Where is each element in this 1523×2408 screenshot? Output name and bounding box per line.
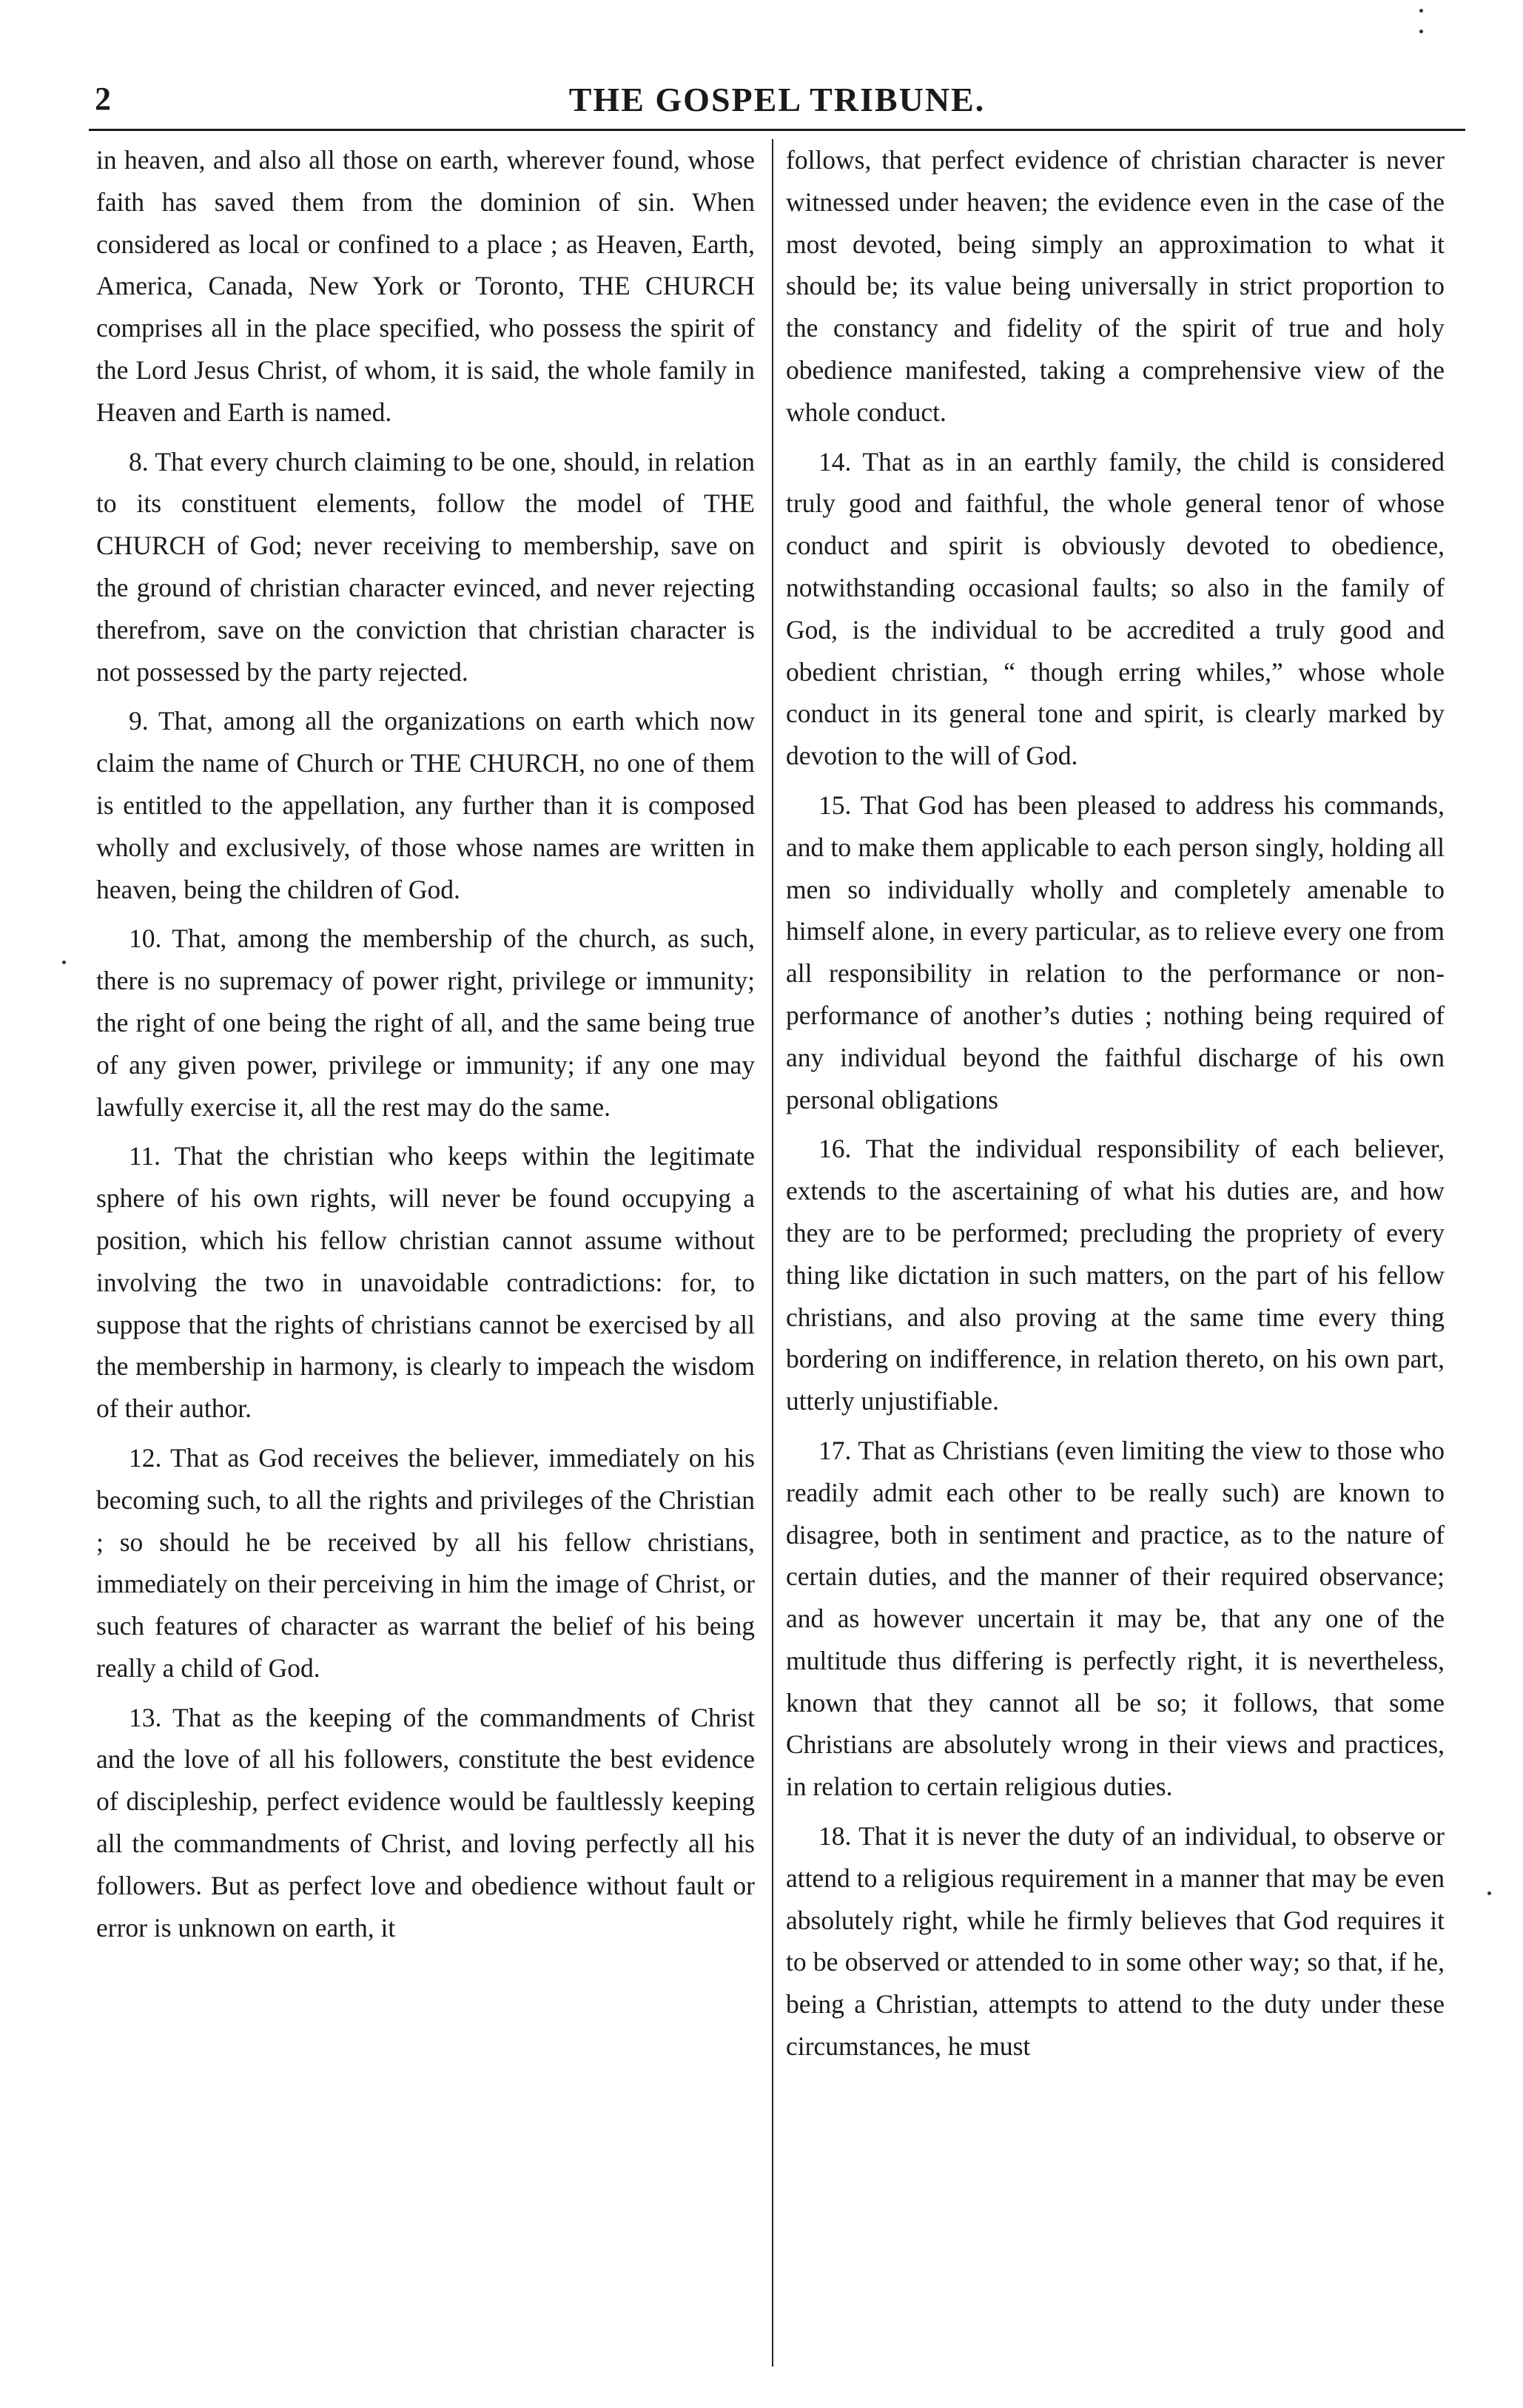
- header-rule: [89, 129, 1465, 131]
- print-speck: [1419, 9, 1423, 13]
- column-divider: [772, 139, 773, 2367]
- paragraph-8: 8. That every church claiming to be one, should, in relation to its constituent elements, follow the model of THE CHURCH of God; never receiving to membership, save on the ground of christian character evinced, and never rejecting therefrom, save on the conviction that christian character is not possessed by the party rejected.: [96, 446, 755, 687]
- print-speck: [62, 961, 66, 964]
- paragraph-16: 16. That the individual responsibility of each believer, extends to the ascertaining of what his duties are, and how they are to be performed; precluding the propriety of every thing like dictation in such matters, on the part of his fellow christians, and also proving at the same time every thing bordering on indifference, in relation thereto, on his own part, utterly unjustifiable.: [786, 1134, 1445, 1416]
- paragraph-11: 11. That the christian who keeps within the legitimate sphere of his own rights, will never be found occupying a position, which his fellow christian cannot assume without involving the two in unavoidable contradictions: for, to suppose that the rights of christians cannot be exercised by all the membership in harmony, is clearly to impeach the wisdom of their author.: [96, 1141, 755, 1424]
- paragraph-14: 14. That as in an earthly family, the child is considered truly good and faithful, the whole general tenor of whose conduct and spirit is obviously devoted to obedience, notwithstanding occasional faults; so also in the family of God, is the individual to be accredited a truly good and obedient christian, “ though erring whiles,” whose whole conduct in its general tone and spirit, is clearly marked by devotion to the will of God.: [786, 446, 1445, 771]
- paragraph-9: 9. That, among all the organizations on earth which now claim the name of Church or THE CHURCH, no one of them is entitled to the appellation, any further than it is composed wholly and exclusively, of those whose names are written in heaven, being the children of God.: [96, 706, 755, 904]
- paragraph-continuation: in heaven, and also all those on earth, wherever found, whose faith has saved them from the dominion of sin. When considered as local or confined to a place ; as Heaven, Earth, America, Canada, New York or Toronto, THE CHURCH comprises all in the place specified, who possess the spirit of the Lord Jesus Christ, of whom, it is said, the whole family in Heaven and Earth is named.: [96, 145, 755, 427]
- paragraph-10: 10. That, among the membership of the church, as such, there is no supremacy of power right, privilege or immunity; the right of one being the right of all, and the same being true of any given power, privilege or immunity; if any one may lawfully exercise it, all the rest may do the same.: [96, 924, 755, 1122]
- page-header: [89, 80, 1465, 124]
- paragraph-17: 17. That as Christians (even limiting the view to those who readily admit each other to be really such) are known to disagree, both in sentiment and practice, as to the nature of certain duties, and the manner of their required observance; and as however uncertain it may be, that any one of the multitude thus differing is perfectly right, it is nevertheless, known that they cannot all be so; it follows, that some Christians are absolutely wrong in their views and practices, in relation to certain religious duties.: [786, 1435, 1445, 1802]
- paragraph-13: 13. That as the keeping of the commandments of Christ and the love of all his followers, constitute the best evidence of discipleship, perfect evidence would be faultlessly keeping all the commandments of Christ, and loving perfectly all his followers. But as perfect love and obedience without fault or error is unknown on earth, it: [96, 1702, 755, 1943]
- paragraph-15: 15. That God has been pleased to address his commands, and to make them applicable to each person singly, holding all men so individually wholly and completely amenable to himself alone, in every particular, as to relieve every one from all responsibility in relation to the performance or non-performance of another’s duties ; nothing being required of any individual beyond the faithful discharge of his own personal obligations: [786, 790, 1445, 1114]
- paragraph-18: 18. That it is never the duty of an individual, to observe or attend to a religious requirement in a manner that may be even absolutely right, while he firmly believes that God requires it to be observed or attended to in some other way; so that, if he, being a Christian, attempts to attend to the duty under these circumstances, he must: [786, 1821, 1445, 2062]
- left-column: [96, 139, 755, 2367]
- paragraph-13-continuation: follows, that perfect evidence of christian character is never witnessed under heaven; the evidence even in the case of the most devoted, being simply an approximation to what it should be; its value being universally in strict proportion to the constancy and fidelity of the spirit of true and holy obedience manifested, taking a comprehensive view of the whole conduct.: [786, 145, 1445, 427]
- running-title: THE GOSPEL TRIBUNE.: [568, 81, 986, 118]
- paragraph-12: 12. That as God receives the believer, immediately on his becoming such, to all the rights and privileges of the Christian ; so should he be received by all his fellow christians, immediately on their perceiving in him the image of Christ, or such features of character as warrant the belief of his being really a child of God.: [96, 1442, 755, 1683]
- page-number: 2: [95, 81, 111, 117]
- print-speck: [1419, 30, 1423, 33]
- print-speck: [1487, 1891, 1491, 1895]
- right-column: [786, 139, 1445, 2367]
